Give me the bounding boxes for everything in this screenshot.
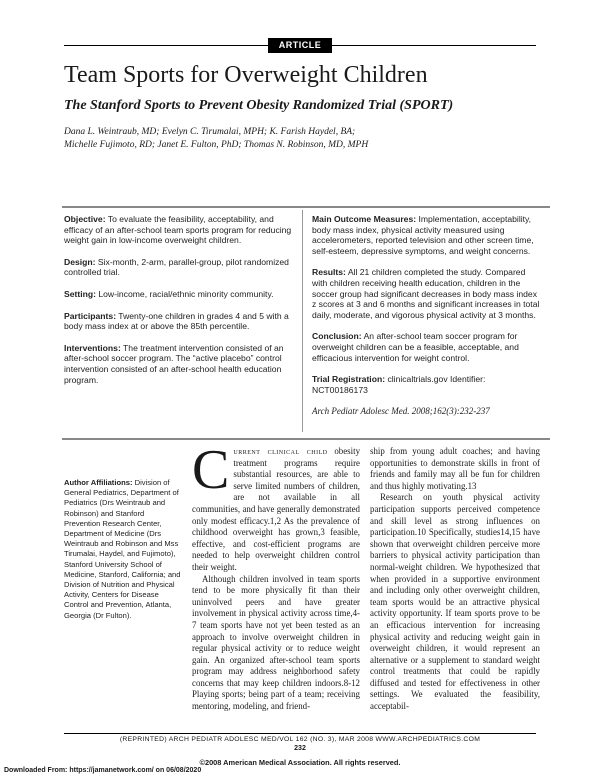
article-subtitle: The Stanford Sports to Prevent Obesity Randomized Trial (SPORT) xyxy=(64,98,454,113)
abstract-right-column xyxy=(312,214,540,428)
objective-text: To evaluate the feasibility, acceptability, and efficacy of an after-school team sports program for reducing weight gain in low-income overweight children. xyxy=(64,214,292,246)
design-heading: Design: xyxy=(64,256,96,267)
design-text: Six-month, 2-arm, parallel-group, pilot randomized controlled trial. xyxy=(64,256,289,278)
abstract-participants xyxy=(64,311,292,332)
author-affiliations xyxy=(64,478,182,621)
abstract-outcomes xyxy=(312,214,540,256)
copyright-notice: ©2008 American Medical Association. All rights reserved. xyxy=(199,758,401,767)
body-paragraph-3: ship from young adult coaches; and having opportunities to demonstrate skills in front of friends and family may all be fun for children and thus highly motivating.13 xyxy=(370,446,540,491)
setting-heading: Setting: xyxy=(64,288,96,299)
abstract-objective xyxy=(64,214,292,246)
author-line-2: Michelle Fujimoto, RD; Janet E. Fulton, PhD; Thomas N. Robinson, MD, MPH xyxy=(64,140,369,150)
abstract-design xyxy=(64,257,292,278)
download-notice: Downloaded From: https://jamanetwork.com/ on 06/08/2020 xyxy=(4,767,202,774)
results-text: All 21 children completed the study. Compared with children receiving health education, children in the soccer group had significant decreases in body mass index z scores at 3 and 6 months and significant increases in total daily, moderate, and vigorous physical activity at 3 months. xyxy=(312,267,540,320)
participants-heading: Participants: xyxy=(64,310,117,321)
footer-rule xyxy=(64,733,536,734)
registration-heading: Trial Registration: xyxy=(312,374,386,385)
registration-text: clinicaltrials.gov Identifier: NCT00186173 xyxy=(312,374,486,395)
author-list xyxy=(64,126,484,152)
abstract-left-column xyxy=(64,214,292,396)
abstract-divider xyxy=(302,210,303,432)
footer-journal-line: (REPRINTED) ARCH PEDIATR ADOLESC MED/VOL 162 (NO. 3), MAR 2008 WWW.ARCHPEDIATRICS.COM xyxy=(119,736,481,743)
body-paragraph-4: Research on youth physical activity participation supports perceived competence and skill level as strong influences on participation.10 Specifically, studies14,15 have shown that overweight children perceive more barriers to physical activity participation than normal-weight children. We hypothesized that when provided in a supportive environment and including only other overweight children, team sports would be an attractive physical activity opportunity. If team sports prove to be an efficacious intervention for increasing physical activity and reducing weight gain in overweight children, it would represent an alternative or a supplement to standard weight control treatments that could be rapidly diffused and tested for effectiveness in other settings. We evaluated the feasibility, acceptabil- xyxy=(370,492,540,712)
abstract-citation: Arch Pediatr Adolesc Med. 2008;162(3):232-237 xyxy=(312,406,490,417)
article-title: Team Sports for Overweight Children xyxy=(64,62,428,88)
results-heading: Results: xyxy=(312,267,346,278)
abstract-results xyxy=(312,267,540,320)
participants-text: Twenty-one children in grades 4 and 5 with a body mass index at or above the 85th percentile. xyxy=(64,310,289,332)
page-number: 232 xyxy=(294,745,306,752)
affiliations-text: Division of General Pediatrics, Department of Pediatrics (Drs Weintraub and Robinson) and Stanford Prevention Research Center, Department of Medicine (Drs Weintraub and Robinson and Mss Tirumalai, Haydel, and Fujimoto), Stanford University School of Medicine, Stanford, California; and Division of Nutrition and Physical Activity, Centers for Disease Control and Prevention, Atlanta, Georgia (Dr Fulton). xyxy=(64,478,181,620)
abstract-conclusion xyxy=(312,331,540,363)
col1-paragraph-1-text: obesity treatment programs require substantial resources, are able to serve limited numbers of children, are not available in all communities, and have generally demonstrated only modest efficacy.1,2 As the prevalence of childhood overweight has grown,3 feasible, effective, and cost-efficient programs are needed to help overweight children control their weight. xyxy=(192,446,361,572)
body-column-1 xyxy=(192,439,361,713)
body-paragraph-2: Although children involved in team sports tend to be more physically fit than their uninvolved peers and have greater involvement in physical activity across time,4-7 team sports have not yet been tested as an approach to involve overweight children in regular physical activity or to reduce weight gain. An organized after-school team sports program may address neighborhood safety concerns that may keep children indoors.8-12 Playing sports; being part of a team; receiving mentoring, modeling, and friend- xyxy=(192,573,360,712)
body-column-2 xyxy=(370,446,540,713)
outcomes-heading: Main Outcome Measures: xyxy=(312,214,417,224)
body-paragraph-1 xyxy=(192,439,361,574)
affiliations-heading: Author Affiliations: xyxy=(64,478,133,487)
abstract-setting xyxy=(64,289,292,300)
author-line-1: Dana L. Weintraub, MD; Evelyn C. Tirumalai, MPH; K. Farish Haydel, BA; xyxy=(64,127,356,137)
conclusion-text: An after-school team soccer program for overweight children can be a feasible, acceptable, and efficacious intervention for weight control. xyxy=(312,331,519,363)
abstract-interventions xyxy=(64,343,292,385)
drop-cap: C xyxy=(192,439,230,501)
conclusion-heading: Conclusion: xyxy=(312,331,362,342)
article-label: ARTICLE xyxy=(268,38,332,53)
lead-in: urrent clinical child xyxy=(233,446,328,456)
objective-heading: Objective: xyxy=(64,214,106,224)
abstract-registration xyxy=(312,374,540,395)
outcomes-text: Implementation, acceptability, body mass index, physical activity measured using accelerometers, reported television and other screen time, self-esteem, depressive symptoms, and weight concerns. xyxy=(312,214,534,256)
interventions-heading: Interventions: xyxy=(64,342,121,353)
setting-text: Low-income, racial/ethnic minority community. xyxy=(95,288,274,299)
interventions-text: The treatment intervention consisted of an after-school soccer program. The “active placebo” control intervention consisted of an after-school health education program. xyxy=(64,342,284,385)
